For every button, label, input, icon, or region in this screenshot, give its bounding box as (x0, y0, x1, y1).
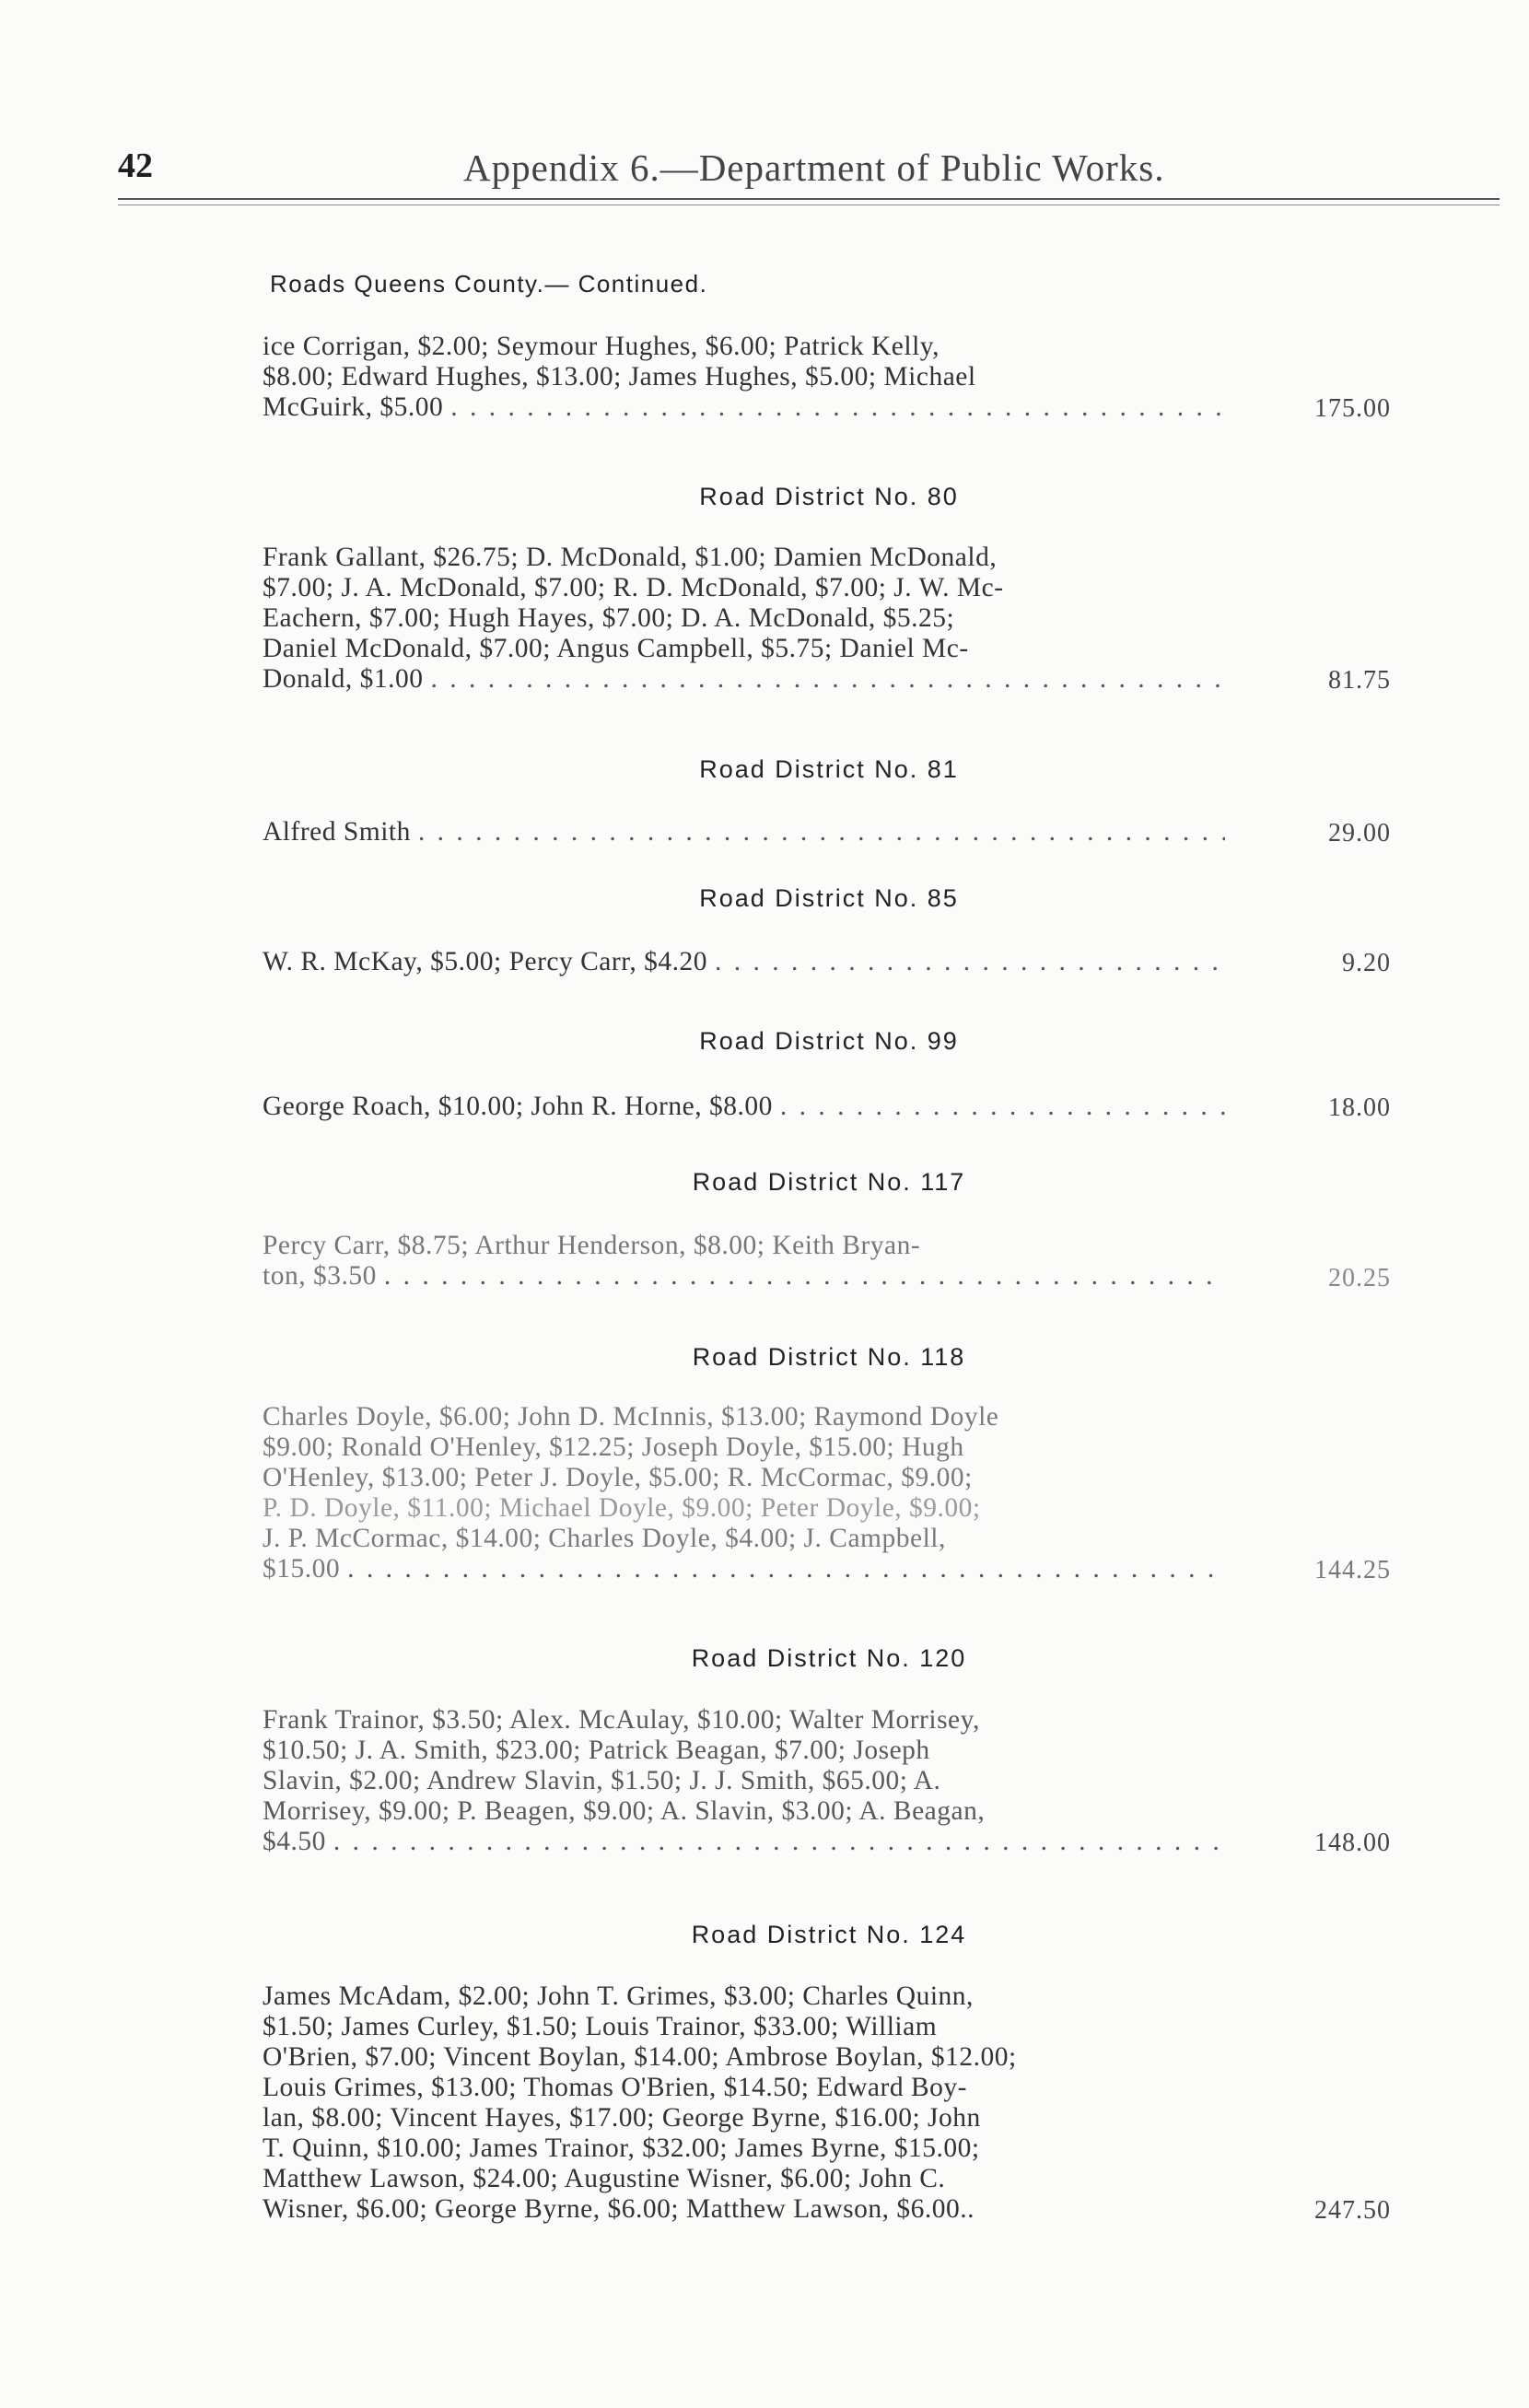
entry-block (263, 817, 1391, 847)
entry-block (263, 1092, 1391, 1122)
entry-last-line (263, 664, 1225, 695)
entry-block (263, 1981, 1391, 2225)
entry-last-line (263, 392, 1225, 423)
header-rule (118, 198, 1500, 200)
entry-line: $10.50; J. A. Smith, $23.00; Patrick Beagan, $7.00; Joseph (263, 1736, 930, 1765)
entry-last-text: George Roach, $10.00; John R. Horne, $8.00 (263, 1092, 773, 1121)
entry-amount: 9.20 (1342, 949, 1391, 977)
entry-line: P. D. Doyle, $11.00; Michael Doyle, $9.00; Peter Doyle, $9.00; (263, 1493, 981, 1523)
entry-last-line (263, 2194, 1225, 2225)
entry-line: Frank Trainor, $3.50; Alex. McAulay, $10.00; Walter Morrisey, (263, 1705, 980, 1735)
entry-block (263, 947, 1391, 977)
entry-last-text: $4.50 (263, 1827, 326, 1856)
district-heading: Road District No. 117 (692, 1168, 966, 1196)
entry-body (263, 1092, 1225, 1122)
district-heading: Road District No. 99 (699, 1027, 959, 1055)
entry-line: $9.00; Ronald O'Henley, $12.25; Joseph Doyle, $15.00; Hugh (263, 1432, 964, 1462)
district-heading: Road District No. 124 (691, 1921, 967, 1948)
entry-line: $7.00; J. A. McDonald, $7.00; R. D. McDonald, $7.00; J. W. Mc- (263, 573, 1004, 602)
entry-amount: 175.00 (1314, 394, 1391, 423)
entry-amount: 29.00 (1328, 819, 1391, 847)
entry-block (263, 1705, 1391, 1857)
entry-last-line (263, 1554, 1225, 1584)
leader-dots (384, 1261, 1225, 1292)
entry-line: $8.00; Edward Hughes, $13.00; James Hughes, $5.00; Michael (263, 362, 976, 392)
entry-line: Daniel McDonald, $7.00; Angus Campbell, $5.75; Daniel Mc- (263, 634, 969, 663)
entry-line: Slavin, $2.00; Andrew Slavin, $1.50; J. J. Smith, $65.00; A. (263, 1766, 941, 1795)
entry-body (263, 1402, 1225, 1584)
entry-body (263, 1705, 1225, 1857)
entry-last-line (263, 1092, 1225, 1122)
entry-last-text: $15.00 (263, 1554, 341, 1584)
entry-amount: 81.75 (1328, 666, 1391, 695)
entry-amount: 148.00 (1314, 1829, 1391, 1857)
entry-line: lan, $8.00; Vincent Hayes, $17.00; George Byrne, $16.00; John (263, 2103, 981, 2133)
entry-line: Eachern, $7.00; Hugh Hayes, $7.00; D. A. McDonald, $5.25; (263, 603, 955, 633)
leader-dots (715, 947, 1225, 977)
entry-block (263, 1402, 1391, 1584)
entry-last-line (263, 817, 1225, 847)
entry-line: Matthew Lawson, $24.00; Augustine Wisner, $6.00; John C. (263, 2164, 946, 2193)
entry-line: ice Corrigan, $2.00; Seymour Hughes, $6.00; Patrick Kelly, (263, 332, 940, 361)
entry-last-line (263, 947, 1225, 977)
leader-dots (450, 392, 1225, 423)
leader-dots (333, 1827, 1225, 1857)
entry-line: J. P. McCormac, $14.00; Charles Doyle, $4.00; J. Campbell, (263, 1524, 946, 1553)
entry-last-text: Alfred Smith (263, 817, 411, 847)
entry-amount: 18.00 (1328, 1093, 1391, 1122)
entry-body (263, 817, 1225, 847)
entry-line: O'Henley, $13.00; Peter J. Doyle, $5.00; R. McCormac, $9.00; (263, 1463, 973, 1492)
district-heading: Road District No. 120 (691, 1644, 967, 1672)
entry-last-line (263, 1827, 1225, 1857)
entry-body (263, 947, 1225, 977)
entry-amount: 247.50 (1314, 2196, 1391, 2225)
entry-last-text: ton, $3.50 (263, 1261, 377, 1291)
entry-body (263, 543, 1225, 695)
entry-line: Percy Carr, $8.75; Arthur Henderson, $8.00; Keith Bryan- (263, 1231, 921, 1260)
leader-dots (347, 1554, 1225, 1584)
entry-last-text: Wisner, $6.00; George Byrne, $6.00; Matthew Lawson, $6.00.. (263, 2194, 975, 2224)
entry-line: James McAdam, $2.00; John T. Grimes, $3.00; Charles Quinn, (263, 1981, 974, 2011)
entry-line: T. Quinn, $10.00; James Trainor, $32.00; James Byrne, $15.00; (263, 2133, 980, 2163)
page-header (118, 146, 1486, 201)
entry-line: $1.50; James Curley, $1.50; Louis Trainor, $33.00; William (263, 2012, 938, 2041)
entry-last-text: McGuirk, $5.00 (263, 392, 444, 422)
entry-block (263, 1231, 1391, 1292)
page-number: 42 (118, 146, 153, 185)
district-heading: Road District No. 81 (699, 755, 959, 783)
entry-block (263, 332, 1391, 423)
leader-dots (780, 1092, 1225, 1122)
entry-line: Morrisey, $9.00; P. Beagen, $9.00; A. Slavin, $3.00; A. Beagan, (263, 1796, 986, 1826)
entry-last-text: W. R. McKay, $5.00; Percy Carr, $4.20 (263, 947, 707, 976)
entry-amount: 20.25 (1328, 1264, 1391, 1292)
entry-body (263, 332, 1225, 423)
leader-dots (430, 664, 1225, 695)
leader-dots (418, 817, 1225, 847)
entry-amount: 144.25 (1314, 1556, 1391, 1584)
entry-body (263, 1981, 1225, 2225)
entry-block (263, 543, 1391, 695)
district-heading: Road District No. 80 (699, 483, 959, 510)
district-heading: Road District No. 85 (699, 884, 959, 912)
entry-line: Frank Gallant, $26.75; D. McDonald, $1.00; Damien McDonald, (263, 543, 998, 572)
entry-last-line (263, 1261, 1225, 1292)
entry-last-text: Donald, $1.00 (263, 664, 424, 694)
continued-heading: Roads Queens County.— Continued. (270, 270, 708, 298)
page-title: Appendix 6.—Department of Public Works. (463, 146, 1165, 189)
entry-body (263, 1231, 1225, 1292)
entry-line: O'Brien, $7.00; Vincent Boylan, $14.00; Ambrose Boylan, $12.00; (263, 2042, 1017, 2072)
entry-line: Louis Grimes, $13.00; Thomas O'Brien, $14.50; Edward Boy- (263, 2073, 967, 2102)
entry-line: Charles Doyle, $6.00; John D. McInnis, $13.00; Raymond Doyle (263, 1402, 999, 1432)
district-heading: Road District No. 118 (692, 1343, 966, 1371)
